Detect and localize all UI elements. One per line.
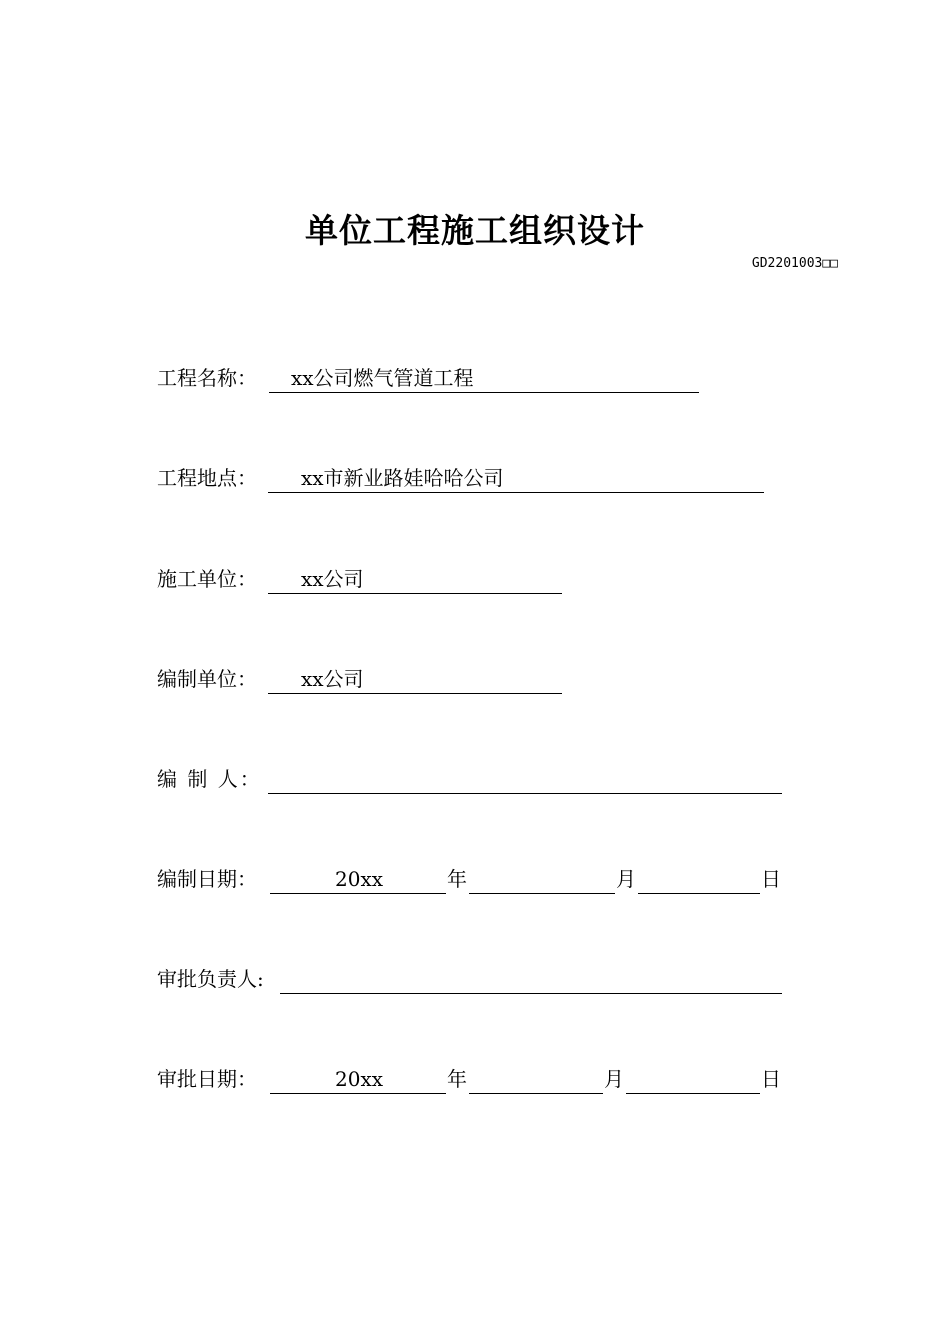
day-line[interactable] xyxy=(626,1064,760,1094)
month-char: 月 xyxy=(616,867,636,891)
field-label: 施工单位： xyxy=(157,567,257,591)
field-label: 编制单位： xyxy=(157,667,257,691)
year-value: 20xx xyxy=(335,1067,384,1091)
field-value: xx公司 xyxy=(301,567,364,591)
month-line[interactable] xyxy=(469,1064,603,1094)
field-label: 审批日期： xyxy=(157,1067,257,1091)
fill-line[interactable] xyxy=(268,764,782,794)
month-line[interactable] xyxy=(469,864,615,894)
field-value: xx市新业路娃哈哈公司 xyxy=(301,466,504,490)
day-char: 日 xyxy=(761,867,781,891)
fill-line[interactable] xyxy=(280,964,782,994)
field-label: 编制日期： xyxy=(157,867,257,891)
page-title: 单位工程施工组织设计 xyxy=(305,211,645,250)
year-char: 年 xyxy=(447,867,467,891)
field-value: xx公司燃气管道工程 xyxy=(291,366,474,390)
field-label: 工程地点： xyxy=(157,466,257,490)
day-line[interactable] xyxy=(638,864,760,894)
month-char: 月 xyxy=(604,1067,624,1091)
field-label: 工程名称： xyxy=(157,366,257,390)
field-label: 编 制 人： xyxy=(157,767,262,791)
year-char: 年 xyxy=(447,1067,467,1091)
year-value: 20xx xyxy=(335,867,384,891)
document-code: GD2201003□□ xyxy=(751,256,838,271)
field-value: xx公司 xyxy=(301,667,364,691)
field-label: 审批负责人: xyxy=(157,967,264,991)
day-char: 日 xyxy=(761,1067,781,1091)
